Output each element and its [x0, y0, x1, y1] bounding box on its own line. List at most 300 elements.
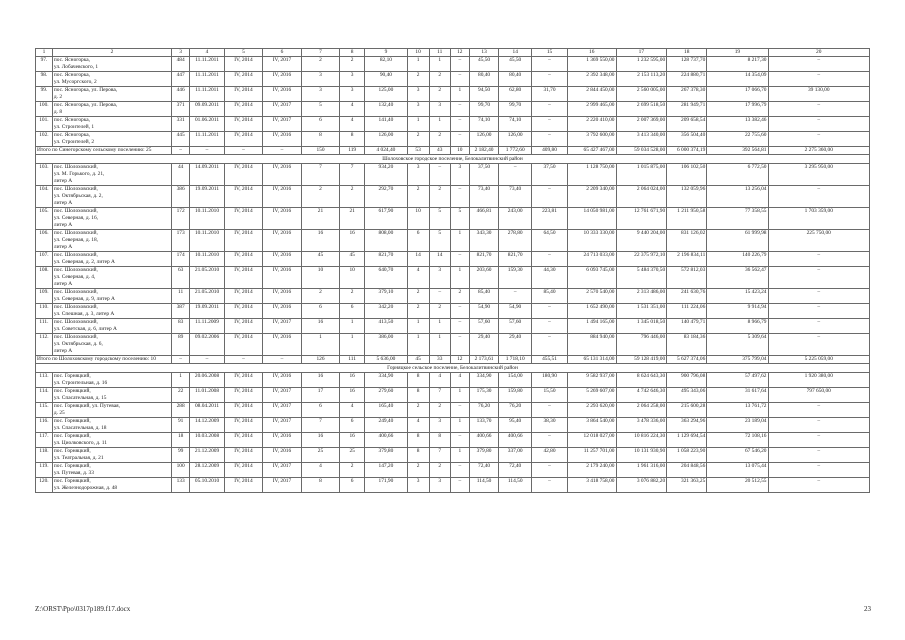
table-cell: – [499, 289, 532, 304]
table-cell: IV, 2016 [262, 267, 301, 289]
table-cell: 3 413 340,00 [616, 132, 667, 147]
table-cell: 5 309,64 [707, 334, 768, 356]
table-row [36, 334, 870, 356]
table-cell: 7 [301, 164, 339, 186]
table-cell: 640,70 [365, 267, 407, 289]
table-cell: 1 345 018,50 [616, 319, 667, 334]
table-cell: 80,40 [499, 72, 532, 87]
address-cell: пос. Ясногорка, ул. Строителей, 2 [52, 132, 171, 147]
table-cell: 484 [172, 57, 190, 72]
table-cell: 224 880,71 [667, 72, 707, 87]
table-cell: 334,90 [469, 373, 499, 388]
table-cell: 4 [301, 463, 339, 478]
table-cell: 203,60 [469, 267, 499, 289]
table-cell: 2 220 410,00 [567, 117, 616, 132]
table-cell: 57 497,62 [707, 373, 768, 388]
address-cell: пос. Шолоховский, ул. Спешная, д. 3, литер А [52, 304, 171, 319]
table-cell: IV, 2014 [224, 304, 262, 319]
table-cell: 83 184,36 [667, 334, 707, 356]
table-cell: 31 617,64 [707, 388, 768, 403]
table-cell: 45 [339, 252, 364, 267]
table-cell: 16 [339, 433, 364, 448]
table-cell: 18 [172, 433, 190, 448]
table-cell: 2 560 005,00 [616, 87, 667, 102]
table-cell: 28.12.2009 [190, 463, 225, 478]
total-cell: – [172, 147, 190, 155]
table-cell: 16 [301, 433, 339, 448]
table-cell: 379,80 [469, 448, 499, 463]
table-cell: 1 [429, 117, 450, 132]
table-cell: IV, 2014 [224, 102, 262, 117]
table-cell: 85,40 [469, 289, 499, 304]
table-cell: IV, 2017 [262, 403, 301, 418]
table-cell: 11.11.2011 [190, 72, 225, 87]
page-number: 23 [864, 605, 871, 613]
table-cell: – [768, 72, 870, 87]
table-cell: – [450, 319, 469, 334]
table-cell: 2 007 369,00 [616, 117, 667, 132]
table-row [36, 117, 870, 132]
row-number: 105. [36, 208, 53, 230]
table-cell: 6 [339, 304, 364, 319]
table-cell: 54,90 [499, 304, 532, 319]
table-cell: 2 [429, 304, 450, 319]
table-cell: 2 [429, 463, 450, 478]
table-cell: 141,40 [365, 117, 407, 132]
table-row [36, 186, 870, 208]
column-number: 13 [469, 49, 499, 57]
row-number: 100. [36, 102, 53, 117]
table-row [36, 102, 870, 117]
table-cell: 133 [172, 478, 190, 493]
table-cell: – [532, 334, 568, 356]
total-cell: 2 182,40 [469, 147, 499, 155]
table-cell: 94,50 [469, 87, 499, 102]
table-cell: – [450, 117, 469, 132]
table-cell: – [532, 463, 568, 478]
table-cell: 1 [301, 334, 339, 356]
table-cell: 2 [301, 289, 339, 304]
table-cell: 7 [339, 164, 364, 186]
table-cell: – [532, 319, 568, 334]
table-cell: 16 [301, 373, 339, 388]
column-number: 12 [450, 49, 469, 57]
address-cell: пос. Горняцкий, ул. Железнодорожная, д. 48 [52, 478, 171, 493]
table-cell: 1 [339, 334, 364, 356]
table-cell: – [450, 463, 469, 478]
table-cell: IV, 2014 [224, 117, 262, 132]
table-cell: 159,30 [499, 267, 532, 289]
row-number: 116. [36, 418, 53, 433]
table-row [36, 72, 870, 87]
address-cell: пос. Горняцкий, ул. Путевая, д. 33 [52, 463, 171, 478]
table-cell: 5 484 370,50 [616, 267, 667, 289]
table-cell: 7 [429, 388, 450, 403]
table-cell: IV, 2016 [262, 334, 301, 356]
table-cell: 17 [301, 388, 339, 403]
table-cell: – [450, 132, 469, 147]
table-cell: 1 [429, 334, 450, 356]
table-cell: 2 699 518,50 [616, 102, 667, 117]
table-cell: 400,66 [499, 433, 532, 448]
table-cell: IV, 2014 [224, 57, 262, 72]
table-cell: 22 375 972,10 [616, 252, 667, 267]
table-cell: 08.04.2011 [190, 403, 225, 418]
table-cell: 11 257 701,00 [567, 448, 616, 463]
table-cell: 934,20 [365, 164, 407, 186]
column-number: 8 [339, 49, 364, 57]
address-cell: пос. Шолоховский, ул. Северная, д. 2, литер А [52, 252, 171, 267]
row-number: 120. [36, 478, 53, 493]
table-cell: IV, 2014 [224, 433, 262, 448]
table-cell: 5 [429, 230, 450, 252]
file-path: Z:\ORST\Ppo\0317p189.f17.docx [35, 605, 131, 613]
row-number: 98. [36, 72, 53, 87]
section-title: Горняцкое сельское поселение, Белокалитвинский район [36, 364, 870, 373]
table-cell: 292,70 [365, 186, 407, 208]
table-cell: 5 [450, 208, 469, 230]
column-number: 1 [36, 49, 53, 57]
table-cell: 1 129 694,54 [667, 433, 707, 448]
table-cell: 2 [429, 132, 450, 147]
section-row [36, 364, 870, 373]
table-cell: 2 [429, 72, 450, 87]
table-cell: 37,50 [532, 164, 568, 186]
table-cell: – [429, 289, 450, 304]
table-cell: 8 [301, 478, 339, 493]
address-cell: пос. Ясногорка, ул. Лобачевского, 1 [52, 57, 171, 72]
table-cell: 76,20 [469, 403, 499, 418]
row-number: 99. [36, 87, 53, 102]
table-cell: IV, 2014 [224, 319, 262, 334]
table-cell: 3 478 336,00 [616, 418, 667, 433]
table-cell: 3 [407, 478, 429, 493]
table-cell: IV, 2014 [224, 72, 262, 87]
table-cell: 2 999 465,00 [567, 102, 616, 117]
total-cell: 6 000 374,19 [667, 147, 707, 155]
table-cell: 11.11.2011 [190, 57, 225, 72]
table-cell: 2 [407, 132, 429, 147]
total-cell: 150 [301, 147, 339, 155]
table-cell: – [768, 132, 870, 147]
table-cell: 6 [339, 478, 364, 493]
table-cell: 13 256,04 [707, 186, 768, 208]
row-number: 118. [36, 448, 53, 463]
table-cell: 1 531 351,00 [616, 304, 667, 319]
table-cell: 3 [407, 102, 429, 117]
table-cell: 243,00 [499, 208, 532, 230]
table-cell: 01.06.2011 [190, 117, 225, 132]
table-cell: – [532, 57, 568, 72]
row-number: 97. [36, 57, 53, 72]
total-cell: 126 [301, 356, 339, 364]
table-cell: IV, 2016 [262, 304, 301, 319]
table-row [36, 418, 870, 433]
table-cell: 14.12.2009 [190, 418, 225, 433]
table-cell: – [532, 72, 568, 87]
table-cell: IV, 2017 [262, 388, 301, 403]
table-cell: 4 [339, 102, 364, 117]
table-cell: 133,70 [469, 418, 499, 433]
table-cell: 215 600,28 [667, 403, 707, 418]
row-number: 102. [36, 132, 53, 147]
data-table [35, 48, 870, 493]
table-cell: 386 [172, 186, 190, 208]
column-number: 7 [301, 49, 339, 57]
total-cell: 392 564,81 [707, 147, 768, 155]
table-cell: IV, 2017 [262, 418, 301, 433]
address-cell: пос. Горняцкий, ул. Театральная, д. 21 [52, 448, 171, 463]
table-cell: 2 [407, 72, 429, 87]
row-number: 115. [36, 403, 53, 418]
table-cell: 1 961 316,00 [616, 463, 667, 478]
table-cell: 15 423,24 [707, 289, 768, 304]
table-cell: 174 [172, 252, 190, 267]
table-cell: 99 [172, 448, 190, 463]
table-cell: IV, 2014 [224, 334, 262, 356]
table-cell: 125,00 [365, 87, 407, 102]
table-cell: 225 750,00 [768, 230, 870, 252]
table-cell: 1 [339, 319, 364, 334]
table-cell: 140 479,71 [667, 319, 707, 334]
table-cell: – [768, 267, 870, 289]
address-cell: пос. Ясногорка, ул. Перова, д. 8 [52, 102, 171, 117]
table-cell: 3 [339, 87, 364, 102]
table-cell: 3 792 600,00 [567, 132, 616, 147]
table-cell: 2 [407, 304, 429, 319]
table-cell: – [768, 57, 870, 72]
table-cell: – [450, 57, 469, 72]
table-cell: 11.11.2011 [190, 132, 225, 147]
table-cell: – [768, 478, 870, 493]
table-cell: 159,80 [499, 388, 532, 403]
table-cell: 1 211 950,58 [667, 208, 707, 230]
table-cell: 14 [429, 252, 450, 267]
table-cell: 884 940,00 [567, 334, 616, 356]
table-cell: 2 153 113,20 [616, 72, 667, 87]
total-cell: 65 427 467,00 [567, 147, 616, 155]
table-cell: – [450, 478, 469, 493]
table-cell: 386,00 [365, 334, 407, 356]
table-cell: 57,60 [499, 319, 532, 334]
table-cell: 173 [172, 230, 190, 252]
table-cell: 10 816 224,30 [616, 433, 667, 448]
table-cell: 2 570 540,00 [567, 289, 616, 304]
table-cell: IV, 2016 [262, 252, 301, 267]
table-cell: IV, 2014 [224, 448, 262, 463]
table-row [36, 463, 870, 478]
table-cell: 343,30 [469, 230, 499, 252]
address-cell: пос. Шолоховский, ул. Октябрьская, д. 2, литер А [52, 186, 171, 208]
table-cell: 8 966,79 [707, 319, 768, 334]
table-cell: 342,20 [365, 304, 407, 319]
table-cell: 14.09.2011 [190, 164, 225, 186]
table-cell: 3 [429, 478, 450, 493]
table-cell: 821,70 [499, 252, 532, 267]
table-cell: 23 189,04 [707, 418, 768, 433]
table-cell: IV, 2014 [224, 164, 262, 186]
table-cell: 16 [301, 319, 339, 334]
table-row [36, 448, 870, 463]
table-cell: 45,50 [499, 57, 532, 72]
table-cell: 2 [301, 186, 339, 208]
table-cell: 99,70 [499, 102, 532, 117]
table-cell: – [450, 403, 469, 418]
table-cell: 363 294,96 [667, 418, 707, 433]
table-cell: – [532, 102, 568, 117]
table-cell: 13 761,72 [707, 403, 768, 418]
table-cell: 114,50 [499, 478, 532, 493]
table-cell: IV, 2017 [262, 117, 301, 132]
table-cell: 39 130,00 [768, 87, 870, 102]
table-cell: 3 [429, 102, 450, 117]
table-cell: 572 812,03 [667, 267, 707, 289]
column-number: 11 [429, 49, 450, 57]
address-cell: пос. Шолоховский, ул. Северная, д. 9, литер А [52, 289, 171, 304]
total-cell: 2 275 360,00 [768, 147, 870, 155]
address-cell: пос. Ясногорка, ул. Перова, д. 2 [52, 87, 171, 102]
table-cell: 3 295 950,00 [768, 164, 870, 186]
table-cell: 445 [172, 132, 190, 147]
table-cell: 67 546,20 [707, 448, 768, 463]
table-cell: 2 [407, 403, 429, 418]
address-cell: пос. Горняцкий, ул. Путевая, д. 25 [52, 403, 171, 418]
table-cell: IV, 2016 [262, 289, 301, 304]
table-cell: 80,40 [469, 72, 499, 87]
table-cell: 8 [301, 132, 339, 147]
table-cell: 11.11.2009 [190, 319, 225, 334]
table-row [36, 267, 870, 289]
table-cell: – [768, 418, 870, 433]
table-cell: 85,40 [532, 289, 568, 304]
table-cell: 1 058 223,90 [667, 448, 707, 463]
total-label: Итого по Шолоховскому городскому поселению: 10 [36, 356, 172, 364]
table-cell: 267 378,30 [667, 87, 707, 102]
table-cell: 17 066,70 [707, 87, 768, 102]
table-cell: 1 [407, 319, 429, 334]
table-cell: IV, 2016 [262, 230, 301, 252]
table-cell: 64,50 [532, 230, 568, 252]
total-cell: 2 173,61 [469, 356, 499, 364]
table-cell: 05.10.2010 [190, 478, 225, 493]
table-cell: 82,10 [365, 57, 407, 72]
table-cell: 4 [429, 373, 450, 388]
table-cell: – [768, 433, 870, 448]
table-cell: 19.09.2011 [190, 304, 225, 319]
table-cell: 278,80 [499, 230, 532, 252]
total-cell: – [190, 356, 225, 364]
table-cell: – [450, 252, 469, 267]
table-cell: 2 [429, 403, 450, 418]
table-cell: 106 102,50 [667, 164, 707, 186]
table-cell: 11 [172, 289, 190, 304]
table-cell: 21.12.2009 [190, 448, 225, 463]
table-cell: 3 864 540,00 [567, 418, 616, 433]
table-cell: 25 [301, 448, 339, 463]
table-cell: 3 418 758,00 [567, 478, 616, 493]
table-cell: IV, 2016 [262, 87, 301, 102]
table-cell: 8 [407, 388, 429, 403]
table-cell: 16 [339, 230, 364, 252]
table-cell: 10.11.2010 [190, 252, 225, 267]
table-cell: 16 [301, 230, 339, 252]
table-cell: 111 224,06 [667, 304, 707, 319]
table-cell: 387 [172, 304, 190, 319]
table-cell: 72 108,16 [707, 433, 768, 448]
table-cell: 24 713 033,00 [567, 252, 616, 267]
total-cell: 45 [407, 356, 429, 364]
table-cell: 8 [407, 373, 429, 388]
total-cell: 33 [429, 356, 450, 364]
column-number: 19 [707, 49, 768, 57]
table-cell: 10 [301, 267, 339, 289]
table-cell: – [532, 304, 568, 319]
table-cell: 2 [339, 186, 364, 208]
column-number: 2 [52, 49, 171, 57]
table-cell: 13 382,46 [707, 117, 768, 132]
table-cell: 1 [407, 57, 429, 72]
total-cell: 12 [450, 356, 469, 364]
table-cell: – [450, 433, 469, 448]
column-number: 10 [407, 49, 429, 57]
table-cell: 10 333 330,00 [567, 230, 616, 252]
table-cell: 3 [429, 267, 450, 289]
table-cell: 337,00 [499, 448, 532, 463]
table-cell: 11.01.2008 [190, 388, 225, 403]
table-cell: 6 [339, 418, 364, 433]
table-cell: 413,50 [365, 319, 407, 334]
table-cell: 9 582 937,00 [567, 373, 616, 388]
table-cell: 7 [301, 418, 339, 433]
table-row [36, 319, 870, 334]
table-cell: 165,40 [365, 403, 407, 418]
row-number: 104. [36, 186, 53, 208]
table-cell: 09.09.2011 [190, 102, 225, 117]
table-cell: 73,40 [469, 186, 499, 208]
total-cell: 375 799,04 [707, 356, 768, 364]
table-cell: 2 [429, 186, 450, 208]
row-number: 109. [36, 289, 53, 304]
table-cell: 1 [450, 448, 469, 463]
table-cell: 12 018 027,00 [567, 433, 616, 448]
table-cell: 223,81 [532, 208, 568, 230]
table-cell: IV, 2016 [262, 373, 301, 388]
table-cell: 3 076 882,20 [616, 478, 667, 493]
table-cell: 20.06.2008 [190, 373, 225, 388]
table-cell: 54,90 [469, 304, 499, 319]
table-cell: IV, 2016 [262, 448, 301, 463]
table-cell: 4 [450, 373, 469, 388]
table-cell: 1 [450, 418, 469, 433]
column-number: 14 [499, 49, 532, 57]
table-cell: 72,40 [469, 463, 499, 478]
table-cell: IV, 2016 [262, 164, 301, 186]
total-cell: 59 034 528,00 [616, 147, 667, 155]
table-cell: – [768, 304, 870, 319]
table-cell: 3 [301, 72, 339, 87]
table-cell: 10 131 930,90 [616, 448, 667, 463]
table-cell: 400,66 [365, 433, 407, 448]
table-cell: 2 [339, 463, 364, 478]
table-cell: IV, 2017 [262, 319, 301, 334]
table-cell: 209 658,54 [667, 117, 707, 132]
address-cell: пос. Шолоховский, ул. Северная, д. 18, литер А [52, 230, 171, 252]
table-row [36, 252, 870, 267]
table-cell: 3 [407, 87, 429, 102]
row-number: 103. [36, 164, 53, 186]
table-row [36, 478, 870, 493]
table-cell: 808,00 [365, 230, 407, 252]
